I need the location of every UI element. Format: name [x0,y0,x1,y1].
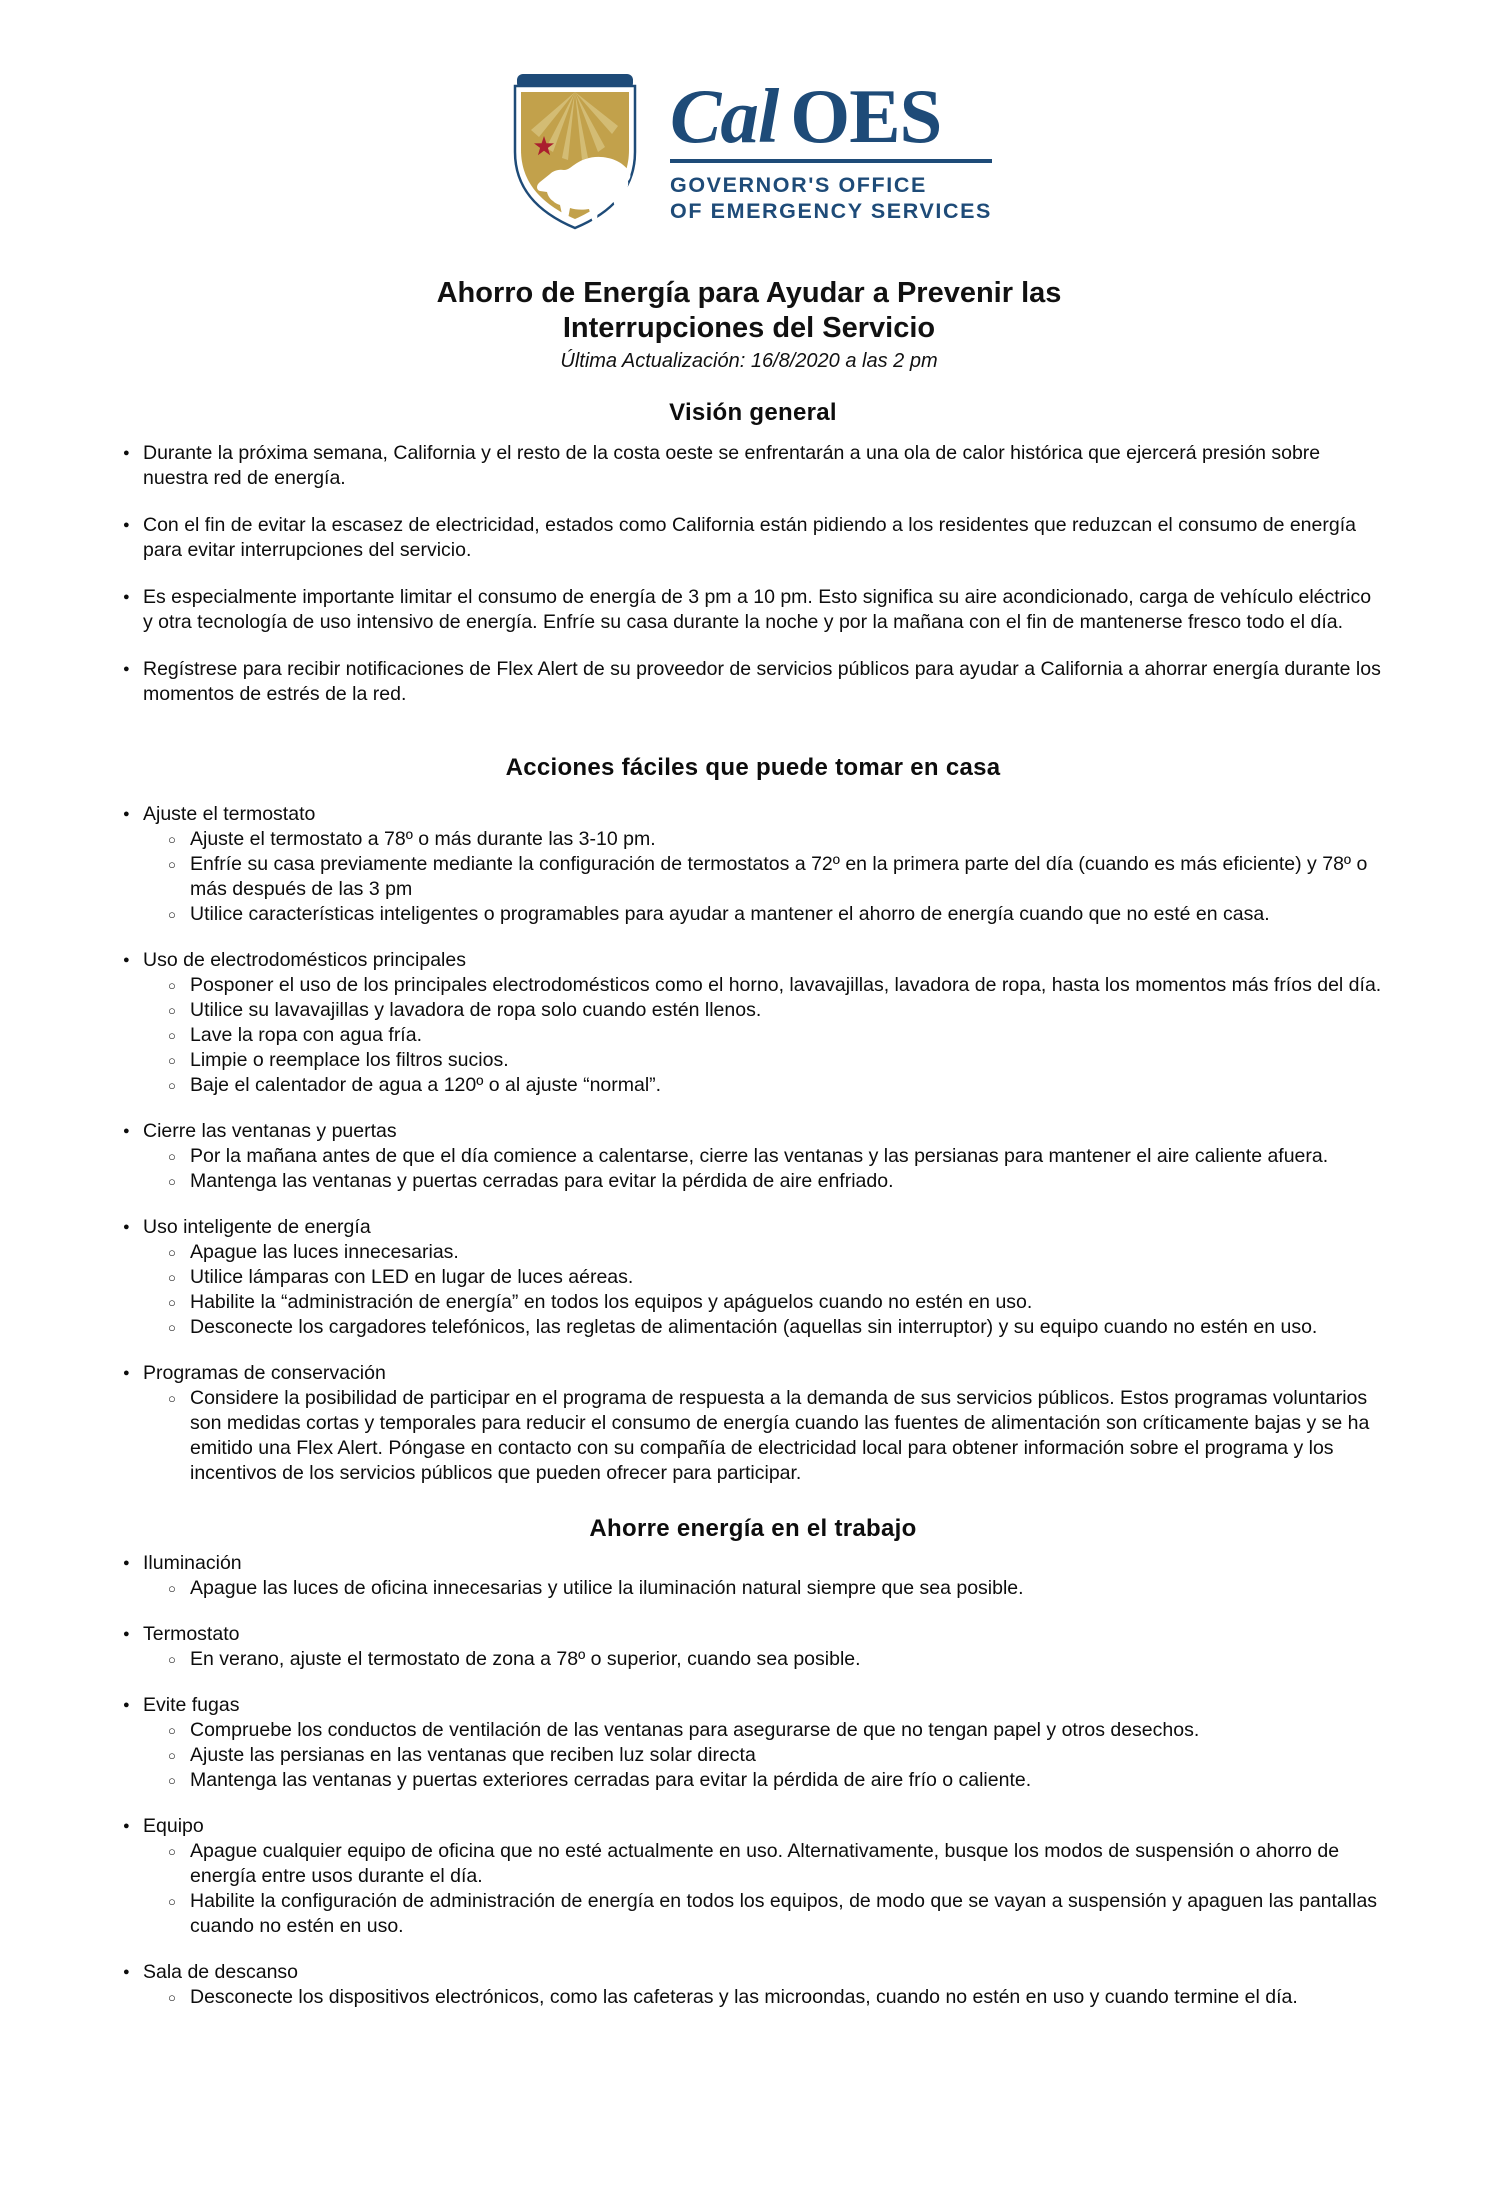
page-title-line1: Ahorro de Energía para Ayudar a Prevenir las [436,277,1062,309]
bullet-filled-icon: ● [123,1820,130,1832]
sub-bullet-text: Baje el calentador de agua a 120º o al ajuste “normal”. [190,1074,662,1096]
bullet-hollow-icon: ○ [168,1295,176,1310]
bullet-hollow-icon: ○ [168,1245,176,1260]
section-vision-general [123,398,1383,707]
bullet-hollow-icon: ○ [168,1149,176,1164]
bullet-hollow-icon: ○ [168,1320,176,1335]
bullet-filled-icon: ● [123,447,130,459]
bullet-group [123,1119,1383,1194]
sub-bullet-text: Limpie o reemplace los filtros sucios. [190,1049,509,1071]
group-label [123,802,1383,827]
group-label [123,1693,1383,1718]
bullet-filled-icon: ● [123,1557,130,1569]
bullet-hollow-icon: ○ [168,1078,176,1093]
group-label-text: Ajuste el termostato [143,803,316,825]
bullet-group [123,1361,1383,1486]
group-label-text: Evite fugas [143,1694,240,1716]
bullet-filled-icon: ● [123,1125,130,1137]
bullet-group [123,1960,1383,2010]
sub-bullet-text: Desconecte los dispositivos electrónicos, como las cafeteras y las microondas, cuando no estén en uso y cuando termine el día. [190,1986,1298,2008]
sub-bullet [168,1315,1383,1340]
bullet-group [123,1693,1383,1793]
sub-bullet [168,1265,1383,1290]
sub-bullet-text: Utilice características inteligentes o programables para ayudar a mantener el ahorro de energía cuando que no esté en casa. [190,903,1270,925]
group-label-text: Uso inteligente de energía [143,1216,371,1238]
sub-bullet-text: Apague las luces innecesarias. [190,1241,459,1263]
sub-bullet [168,1576,1383,1601]
group-label [123,1361,1383,1386]
sub-bullet-text: Utilice lámparas con LED en lugar de luces aéreas. [190,1266,634,1288]
bullet-hollow-icon: ○ [168,1844,176,1859]
bullet-hollow-icon: ○ [168,1773,176,1788]
bullet-group [123,948,1383,1098]
bullet-hollow-icon: ○ [168,1748,176,1763]
bullet-hollow-icon: ○ [168,1053,176,1068]
bullet-group [123,1551,1383,1601]
document-page [0,72,1498,2189]
bullet-hollow-icon: ○ [168,978,176,993]
bullet-group [123,1814,1383,1939]
sub-bullet [168,1889,1383,1939]
caloes-wordmark [670,72,992,224]
sub-bullet [168,973,1383,998]
section-heading: Ahorre energía en el trabajo [589,1515,917,1542]
sub-bullet [168,852,1383,902]
group-label [123,948,1383,973]
bullet-paragraph [123,513,1383,563]
group-label-text: Uso de electrodomésticos principales [143,949,466,971]
sub-bullet [168,902,1383,927]
sub-bullet [168,1743,1383,1768]
sub-bullet-text: Por la mañana antes de que el día comience a calentarse, cierre las ventanas y las persianas para mantener el aire caliente afuera. [190,1145,1329,1167]
sub-bullet-text: Utilice su lavavajillas y lavadora de ropa solo cuando estén llenos. [190,999,762,1021]
sub-bullet-text: En verano, ajuste el termostato de zona a 78º o superior, cuando sea posible. [190,1648,861,1670]
bullet-hollow-icon: ○ [168,1028,176,1043]
sub-bullet-text: Enfríe su casa previamente mediante la configuración de termostatos a 72º en la primera parte del día (cuando es más eficiente) y 78º o más después de las 3 pm [190,853,1368,900]
bullet-filled-icon: ● [123,808,130,820]
section-ahorre-trabajo [123,1514,1383,2010]
bullet-hollow-icon: ○ [168,1581,176,1596]
bullet-group [123,802,1383,927]
group-label [123,1622,1383,1647]
bullet-hollow-icon: ○ [168,1174,176,1189]
sub-bullet [168,1386,1383,1486]
bullet-filled-icon: ● [123,1628,130,1640]
section-heading: Acciones fáciles que puede tomar en casa [505,754,1001,781]
bullet-hollow-icon: ○ [168,1391,176,1406]
bullet-filled-icon: ● [123,663,130,675]
sub-bullet-text: Ajuste el termostato a 78º o más durante las 3-10 pm. [190,828,656,850]
sub-bullet [168,827,1383,852]
last-updated: Última Actualización: 16/8/2020 a las 2 pm [560,350,938,372]
section-acciones-casa [123,753,1383,1486]
sub-bullet [168,1073,1383,1098]
bullet-paragraph-text: Es especialmente importante limitar el consumo de energía de 3 pm a 10 pm. Esto significa su aire acondicionado, carga de vehículo eléctrico y otra tecnología de uso intensivo de energía. Enfríe su casa durante la noche y por la mañana con el fin de mantenerse fresco todo el día. [143,586,1372,633]
sub-bullet-text: Compruebe los conductos de ventilación de las ventanas para asegurarse de que no tengan papel y otros desechos. [190,1719,1200,1741]
sub-bullet [168,1048,1383,1073]
sub-bullet [168,998,1383,1023]
caloes-oes: OES [790,73,942,159]
bullet-paragraph-text: Durante la próxima semana, California y el resto de la costa oeste se enfrentarán a una ola de calor histórica que ejercerá presión sobre nuestra red de energía. [143,442,1321,489]
sub-bullet-text: Habilite la configuración de administración de energía en todos los equipos, de modo que se vayan a suspensión y apaguen las pantallas cuando no estén en uso. [190,1890,1378,1937]
sub-bullet [168,1647,1383,1672]
sub-bullet-text: Desconecte los cargadores telefónicos, las regletas de alimentación (aquellas sin interruptor) y su equipo cuando no estén en uso. [190,1316,1318,1338]
bullet-paragraph-text: Regístrese para recibir notificaciones de Flex Alert de su proveedor de servicios públicos para ayudar a California a ahorrar energía durante los momentos de estrés de la red. [143,658,1381,705]
bullet-filled-icon: ● [123,1367,130,1379]
bullet-hollow-icon: ○ [168,832,176,847]
caloes-logo [0,72,1498,234]
bullet-group [123,1622,1383,1672]
bullet-hollow-icon: ○ [168,857,176,872]
bullet-hollow-icon: ○ [168,1270,176,1285]
group-label [123,1814,1383,1839]
group-label [123,1215,1383,1240]
sub-bullet-text: Lave la ropa con agua fría. [190,1024,422,1046]
section-heading: Visión general [669,399,837,426]
sub-bullet-text: Ajuste las persianas en las ventanas que reciben luz solar directa [190,1744,756,1766]
bullet-filled-icon: ● [123,1221,130,1233]
sub-bullet-text: Apague cualquier equipo de oficina que no esté actualmente en uso. Alternativamente, busque los modos de suspensión o ahorro de energía entre usos durante el día. [190,1840,1340,1887]
group-label-text: Programas de conservación [143,1362,386,1384]
bullet-hollow-icon: ○ [168,1003,176,1018]
sub-bullet [168,1023,1383,1048]
bullet-hollow-icon: ○ [168,1990,176,2005]
sub-bullet-text: Habilite la “administración de energía” en todos los equipos y apáguelos cuando no estén en uso. [190,1291,1033,1313]
governors-office-line1: GOVERNOR'S OFFICE [670,173,927,197]
bullet-filled-icon: ● [123,591,130,603]
sub-bullet [168,1144,1383,1169]
governors-office-line2: OF EMERGENCY SERVICES [670,199,992,223]
bullet-hollow-icon: ○ [168,1652,176,1667]
bullet-paragraph [123,441,1383,491]
sub-bullet-text: Apague las luces de oficina innecesarias y utilice la iluminación natural siempre que sea posible. [190,1577,1024,1599]
bullet-filled-icon: ● [123,1966,130,1978]
group-label-text: Cierre las ventanas y puertas [143,1120,397,1142]
bullet-hollow-icon: ○ [168,1723,176,1738]
bullet-filled-icon: ● [123,954,130,966]
group-label [123,1551,1383,1576]
page-title [0,276,1498,346]
bullet-paragraph [123,657,1383,707]
sub-bullet [168,1985,1383,2010]
caloes-shield-icon [506,72,644,234]
sub-bullet [168,1169,1383,1194]
bullet-hollow-icon: ○ [168,907,176,922]
bullet-filled-icon: ● [123,1699,130,1711]
group-label-text: Iluminación [143,1552,242,1574]
sub-bullet [168,1839,1383,1889]
bullet-paragraph [123,585,1383,635]
sub-bullet-text: Considere la posibilidad de participar en el programa de respuesta a la demanda de sus servicios públicos. Estos programas voluntarios son medidas cortas y temporales para reducir el consumo de energía cuando las fuentes de alimentación son críticamente bajas y se ha emitido una Flex Alert. Póngase en contacto con su compañía de electricidad local para obtener información sobre el programa y los incentivos de los servicios públicos que pueden ofrecer para participar. [190,1387,1370,1484]
bullet-hollow-icon: ○ [168,1894,176,1909]
bullet-group [123,1215,1383,1340]
sub-bullet-text: Mantenga las ventanas y puertas cerradas para evitar la pérdida de aire enfriado. [190,1170,894,1192]
group-label [123,1119,1383,1144]
sub-bullet [168,1768,1383,1793]
caloes-cal: Cal [670,73,779,159]
group-label [123,1960,1383,1985]
page-title-line2: Interrupciones del Servicio [562,312,936,344]
document-body [123,398,1383,2010]
sub-bullet [168,1718,1383,1743]
group-label-text: Sala de descanso [143,1961,299,1983]
logo-divider [670,159,992,163]
group-label-text: Termostato [143,1623,240,1645]
sub-bullet [168,1240,1383,1265]
sub-bullet-text: Posponer el uso de los principales electrodomésticos como el horno, lavavajillas, lavadora de ropa, hasta los momentos más fríos del día. [190,974,1382,996]
bullet-filled-icon: ● [123,519,130,531]
group-label-text: Equipo [143,1815,204,1837]
caloes-title [670,73,942,159]
sub-bullet-text: Mantenga las ventanas y puertas exteriores cerradas para evitar la pérdida de aire frío o caliente. [190,1769,1032,1791]
sub-bullet [168,1290,1383,1315]
bullet-paragraph-text: Con el fin de evitar la escasez de electricidad, estados como California están pidiendo a los residentes que reduzcan el consumo de energía para evitar interrupciones del servicio. [143,514,1356,561]
